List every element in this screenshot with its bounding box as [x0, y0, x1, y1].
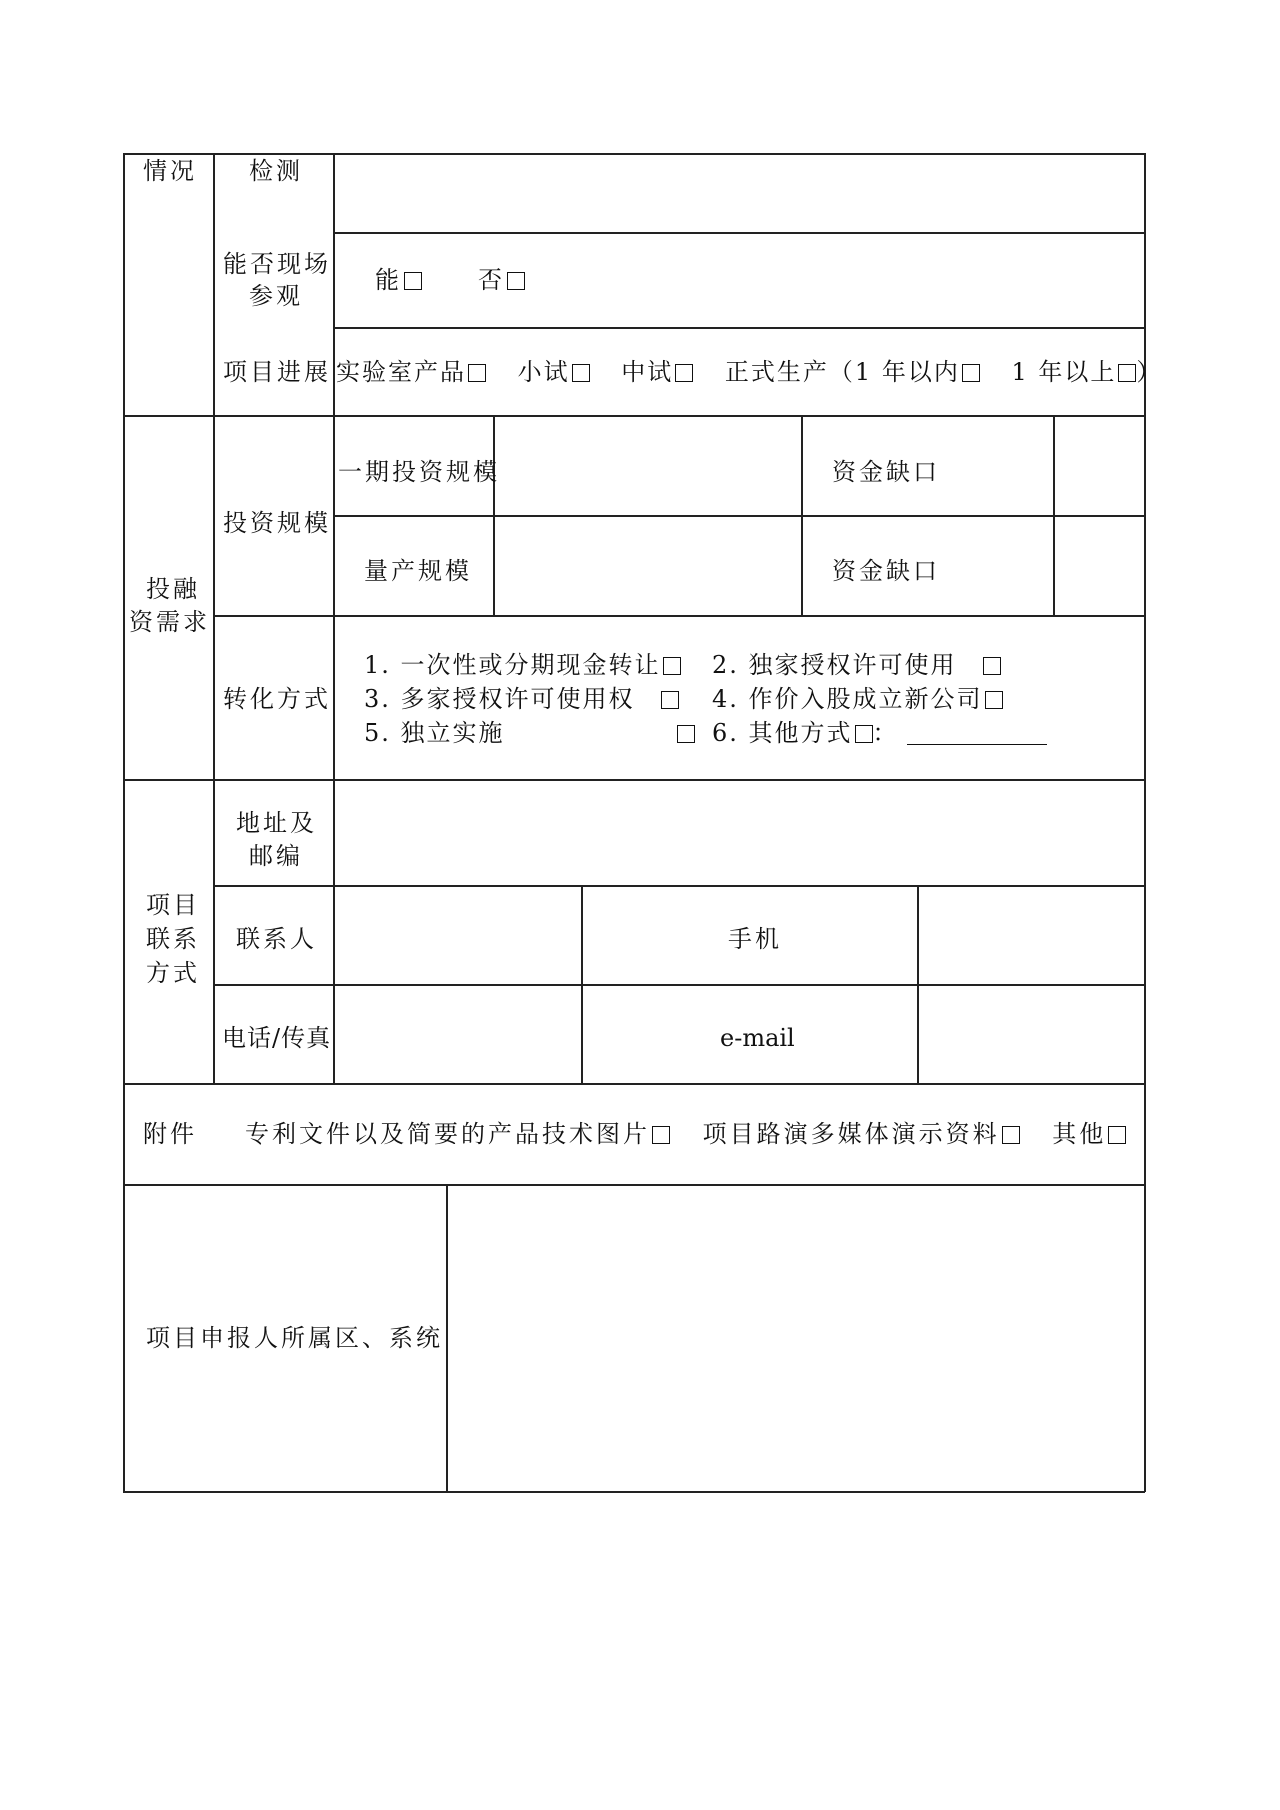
checkbox[interactable]	[1118, 364, 1136, 382]
rule	[1144, 153, 1146, 1492]
situation-label: 情况	[143, 157, 197, 185]
conversion-opt-label: 2. 独家授权许可使用	[712, 651, 957, 679]
address-value[interactable]	[335, 781, 1143, 884]
conversion-opt-label: 5. 独立实施	[364, 719, 505, 747]
progress-opt-over-year: 1 年以上	[1011, 358, 1117, 386]
checkbox[interactable]	[1002, 1126, 1020, 1144]
visit-yes-option[interactable]	[375, 263, 422, 297]
checkbox[interactable]	[652, 1126, 670, 1144]
rule	[801, 415, 803, 616]
conversion-colon: ：	[872, 719, 899, 747]
rule	[213, 153, 215, 1084]
attachment-options	[245, 1117, 1126, 1151]
conversion-option[interactable]	[712, 716, 1047, 750]
checkbox[interactable]	[1108, 1126, 1126, 1144]
checkbox[interactable]	[661, 691, 679, 709]
checkbox[interactable]	[983, 657, 1001, 675]
checkbox[interactable]	[663, 657, 681, 675]
phase1-label: 一期投资规模	[338, 458, 500, 486]
visit-yes-label: 能	[375, 266, 402, 294]
checkbox[interactable]	[468, 364, 486, 382]
rule	[123, 1083, 1145, 1085]
testing-label: 检测	[249, 157, 303, 185]
person-label: 联系人	[236, 925, 317, 953]
conversion-option[interactable]	[712, 682, 1003, 716]
rule	[123, 1491, 1145, 1493]
progress-opt-pilot: 中试	[621, 358, 674, 386]
progress-label: 项目进展	[223, 358, 331, 386]
conversion-option[interactable]	[364, 682, 679, 716]
address-label-line2: 邮编	[249, 842, 303, 870]
person-value[interactable]	[335, 887, 580, 983]
rule	[333, 232, 1145, 234]
mobile-label: 手机	[728, 925, 782, 953]
conversion-option[interactable]	[364, 716, 695, 750]
other-method-blank[interactable]	[907, 722, 1047, 745]
mobile-value[interactable]	[919, 887, 1143, 983]
checkbox[interactable]	[985, 691, 1003, 709]
conversion-option[interactable]	[712, 648, 1001, 682]
attachment-label: 附件	[143, 1120, 197, 1148]
gap2-label: 资金缺口	[832, 557, 940, 585]
gap1-label: 资金缺口	[832, 458, 940, 486]
email-value[interactable]	[919, 986, 1143, 1082]
rule	[581, 885, 583, 1084]
conversion-opt-label: 3. 多家授权许可使用权	[364, 685, 635, 713]
gap2-value[interactable]	[1055, 517, 1143, 614]
district-value[interactable]	[448, 1186, 1143, 1490]
gap1-value[interactable]	[1055, 417, 1143, 514]
attachment-patent: 专利文件以及简要的产品技术图片	[245, 1120, 650, 1148]
address-label-line1: 地址及	[236, 809, 317, 837]
investment-label-line2: 资需求	[129, 608, 210, 636]
district-label: 项目申报人所属区、系统	[146, 1324, 443, 1352]
checkbox[interactable]	[572, 364, 590, 382]
visit-label-line1: 能否现场	[223, 250, 331, 278]
rule	[213, 615, 1145, 617]
progress-opt-small: 小试	[517, 358, 570, 386]
conversion-option[interactable]	[364, 648, 681, 682]
checkbox[interactable]	[404, 272, 422, 290]
conversion-label: 转化方式	[223, 685, 331, 713]
mass-value[interactable]	[495, 517, 800, 614]
rule	[123, 153, 125, 1492]
checkbox[interactable]	[677, 725, 695, 743]
checkbox[interactable]	[962, 364, 980, 382]
progress-opt-production: 正式生产（1 年以内	[724, 358, 960, 386]
progress-opt-lab: 实验室产品	[336, 358, 466, 386]
conversion-opt-label: 4. 作价入股成立新公司	[712, 685, 983, 713]
phone-fax-value[interactable]	[335, 986, 580, 1082]
email-label: e-mail	[720, 1024, 795, 1052]
testing-value[interactable]	[335, 155, 1143, 231]
checkbox[interactable]	[675, 364, 693, 382]
progress-options	[336, 355, 1162, 389]
phone-fax-label: 电话/传真	[222, 1024, 332, 1052]
progress-close-paren: ）	[1136, 358, 1163, 386]
scale-label: 投资规模	[223, 509, 331, 537]
conversion-opt-label: 1. 一次性或分期现金转让	[364, 651, 661, 679]
contact-label-line1: 项目	[146, 891, 200, 919]
visit-label-line2: 参观	[249, 282, 303, 310]
contact-label-line2: 联系	[146, 925, 200, 953]
investment-label-line1: 投融	[146, 575, 200, 603]
attachment-other: 其他	[1052, 1120, 1107, 1148]
phase1-value[interactable]	[495, 417, 800, 514]
contact-label-line3: 方式	[146, 959, 200, 987]
checkbox[interactable]	[855, 725, 873, 743]
conversion-opt-label: 6. 其他方式	[712, 719, 853, 747]
mass-label: 量产规模	[364, 557, 472, 585]
visit-no-label: 否	[478, 266, 505, 294]
rule	[333, 327, 1145, 329]
visit-no-option[interactable]	[478, 263, 525, 297]
attachment-roadshow: 项目路演多媒体演示资料	[702, 1120, 1000, 1148]
checkbox[interactable]	[507, 272, 525, 290]
